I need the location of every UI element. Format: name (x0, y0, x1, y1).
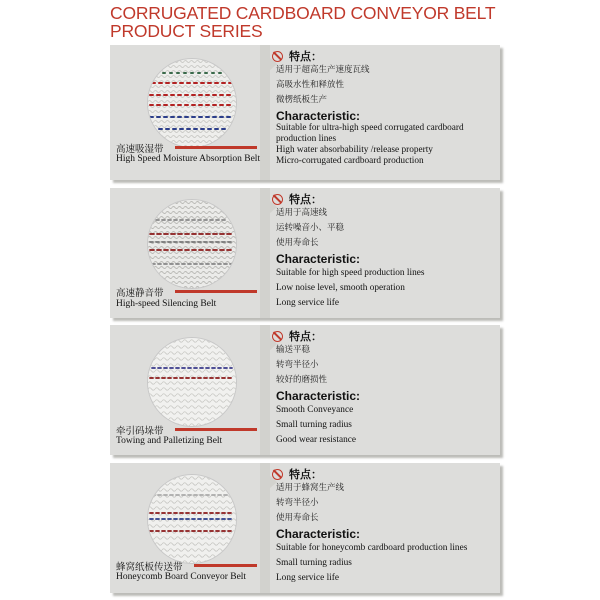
characteristic-item: Micro-corrugated cardboard production (276, 156, 424, 166)
page-title-line1: CORRUGATED CARDBOARD CONVEYOR BELT (110, 3, 496, 23)
feature-cn: 适用于高速线 (276, 208, 328, 218)
no-entry-icon (272, 331, 283, 342)
characteristic-heading: Characteristic: (276, 389, 361, 403)
feature-cn: 使用寿命长 (276, 513, 319, 523)
feature-cn: 输送平稳 (276, 345, 311, 355)
characteristic-heading: Characteristic: (276, 527, 361, 541)
characteristic-item: Smooth Conveyance (276, 405, 354, 415)
features-heading: 特点： (276, 467, 496, 481)
page-title-line2: PRODUCT SERIES (110, 21, 263, 41)
feature-cn: 转弯半径小 (276, 498, 319, 508)
feature-panel (276, 329, 496, 448)
feature-panel (276, 467, 496, 586)
belt-swatch-image (148, 200, 236, 288)
feature-cn: 较好的磨损性 (276, 375, 328, 385)
product-name-en: Honeycomb Board Conveyor Belt (116, 572, 247, 582)
characteristic-item: Small turning radius (276, 558, 352, 568)
characteristic-item: Good wear resistance (276, 435, 357, 445)
feature-cn: 转弯半径小 (276, 360, 319, 370)
product-name-cn: 牵引码垛带 (116, 426, 164, 437)
characteristic-item: Suitable for high speed production lines (276, 268, 425, 278)
features-heading: 特点： (276, 49, 496, 63)
characteristic-item: Suitable for honeycomb cardboard production lines (276, 543, 468, 553)
product-card-honeycomb (110, 463, 500, 593)
no-entry-icon (272, 194, 283, 205)
characteristic-item: Suitable for ultra-high speed corrugated cardboard production lines (276, 123, 464, 144)
no-entry-icon (272, 469, 283, 480)
accent-underline (175, 290, 257, 293)
characteristic-item: Low noise level, smooth operation (276, 283, 405, 293)
feature-cn: 高吸水性和释放性 (276, 80, 345, 90)
belt-swatch-image (148, 338, 236, 426)
belt-swatch-image (148, 59, 236, 147)
accent-underline (175, 428, 257, 431)
feature-cn: 适用于超高生产速度瓦线 (276, 65, 370, 75)
feature-cn: 微楞纸板生产 (276, 95, 328, 105)
belt-swatch-image (148, 475, 236, 563)
features-heading: 特点： (276, 192, 496, 206)
product-name-en: High-speed Silencing Belt (116, 299, 217, 309)
feature-panel (276, 192, 496, 311)
characteristic-heading: Characteristic: (276, 252, 361, 266)
product-name-cn: 蜂窝纸板传送带 (116, 562, 183, 573)
no-entry-icon (272, 51, 283, 62)
characteristic-item: Long service life (276, 573, 339, 583)
product-name-en: Towing and Palletizing Belt (116, 436, 223, 446)
feature-cn: 适用于蜂窝生产线 (276, 483, 345, 493)
feature-panel (276, 49, 496, 167)
product-card-moisture-absorption (110, 45, 500, 180)
accent-underline (175, 146, 257, 149)
accent-underline (194, 564, 257, 567)
features-heading: 特点： (276, 329, 496, 343)
characteristic-item: High water absorbability /release property (276, 145, 433, 155)
product-name-en: High Speed Moisture Absorption Belt (116, 154, 261, 164)
feature-cn: 运转噪音小、平稳 (276, 223, 345, 233)
characteristic-item: Small turning radius (276, 420, 352, 430)
page-title (110, 4, 530, 40)
feature-cn: 使用寿命长 (276, 238, 319, 248)
characteristic-item: Long service life (276, 298, 339, 308)
characteristic-heading: Characteristic: (276, 109, 361, 123)
product-card-towing-palletizing (110, 325, 500, 455)
product-card-silencing (110, 188, 500, 318)
product-name-cn: 高速吸湿带 (116, 144, 164, 155)
product-name-cn: 高速静音带 (116, 288, 164, 299)
